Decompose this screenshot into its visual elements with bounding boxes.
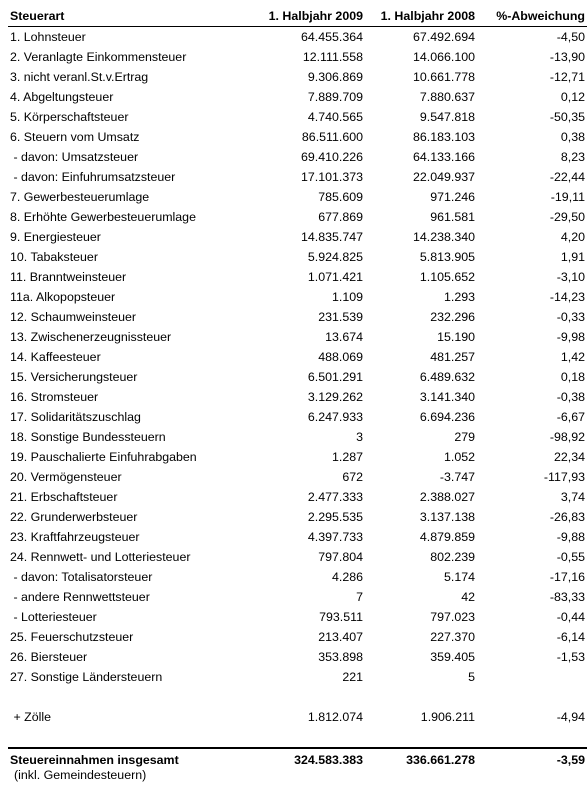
table-row <box>8 527 587 547</box>
row-value-2008: 42 <box>461 590 475 604</box>
row-pct-change: -83,33 <box>549 590 585 604</box>
row-value-2008: 1.052 <box>443 450 475 464</box>
row-value-2008: 14.066.100 <box>412 50 475 64</box>
row-label: 24. Rennwett- und Lotteriesteuer <box>10 550 191 564</box>
row-value-2008: 6.489.632 <box>419 370 475 384</box>
row-pct-change: 0,38 <box>560 130 585 144</box>
row-pct-change: 1,42 <box>560 350 585 364</box>
footnote: (inkl. Gemeindesteuern) <box>14 768 147 782</box>
row-pct-change: -0,55 <box>556 550 585 564</box>
row-pct-change: -4,50 <box>556 30 585 44</box>
row-pct-change: 3,74 <box>560 490 585 504</box>
row-value-2008: 971.246 <box>430 190 475 204</box>
table-row <box>8 427 587 447</box>
table-row <box>8 587 587 607</box>
row-pct-change: -29,50 <box>549 210 585 224</box>
table-row <box>8 647 587 667</box>
row-value-2009: 6.247.933 <box>307 410 363 424</box>
row-label: 23. Kraftfahrzeugsteuer <box>10 530 140 544</box>
header-h1-2008: 1. Halbjahr 2008 <box>380 9 475 23</box>
row-value-2008: 2.388.027 <box>419 490 475 504</box>
row-value-2009: 7.889.709 <box>307 90 363 104</box>
row-value-2008: 359.405 <box>430 650 475 664</box>
table-row <box>8 547 587 567</box>
row-label: 7. Gewerbesteuerumlage <box>10 190 150 204</box>
total-pct: -3,59 <box>556 753 585 767</box>
row-value-2009: 797.804 <box>318 550 363 564</box>
total-2009: 324.583.383 <box>294 753 363 767</box>
row-label: - andere Rennwettsteuer <box>10 590 150 604</box>
row-value-2009: 14.835.747 <box>300 230 363 244</box>
table-row <box>8 287 587 307</box>
row-value-2009: 221 <box>342 670 363 684</box>
table-row <box>8 487 587 507</box>
row-label: 10. Tabaksteuer <box>10 250 98 264</box>
header-pct-change: %-Abweichung <box>496 9 585 23</box>
row-value-2009: 4.286 <box>331 570 363 584</box>
row-value-2009: 13.674 <box>325 330 363 344</box>
row-value-2009: 1.071.421 <box>307 270 363 284</box>
row-value-2008: 802.239 <box>430 550 475 564</box>
row-pct-change: -3,10 <box>556 270 585 284</box>
table-body <box>8 27 587 688</box>
row-label: - davon: Umsatzsteuer <box>10 150 139 164</box>
table-row <box>8 507 587 527</box>
row-label: 11. Branntweinsteuer <box>10 270 127 284</box>
table-row <box>8 307 587 327</box>
row-label: 11a. Alkopopsteuer <box>10 290 116 304</box>
row-pct-change: -22,44 <box>549 170 585 184</box>
table-row <box>8 367 587 387</box>
row-value-2009: 785.609 <box>318 190 363 204</box>
row-value-2008: 3.137.138 <box>419 510 475 524</box>
row-pct-change: -26,83 <box>549 510 585 524</box>
row-value-2008: 14.238.340 <box>412 230 475 244</box>
row-value-2009: 3 <box>356 430 363 444</box>
row-pct-change: -1,53 <box>556 650 585 664</box>
row-label: 6. Steuern vom Umsatz <box>10 130 140 144</box>
row-value-2009: 1.109 <box>331 290 363 304</box>
row-value-2009: 12.111.558 <box>302 50 363 64</box>
row-value-2009: 64.455.364 <box>300 30 363 44</box>
row-value-2008: 279 <box>454 430 475 444</box>
row-label: 5. Körperschaftsteuer <box>10 110 129 124</box>
table-row <box>8 347 587 367</box>
table-row <box>8 467 587 487</box>
row-pct-change: -6,14 <box>556 630 585 644</box>
table-row <box>8 627 587 647</box>
row-pct-change: 1,91 <box>560 250 585 264</box>
row-pct-change: -6,67 <box>556 410 585 424</box>
row-label: 16. Stromsteuer <box>10 390 99 404</box>
row-value-2008: 4.879.859 <box>419 530 475 544</box>
row-pct-change: -17,16 <box>549 570 585 584</box>
row-value-2009: 353.898 <box>318 650 363 664</box>
row-pct-change <box>477 667 587 687</box>
zoelle-pct: -4,94 <box>556 710 585 724</box>
row-pct-change: -50,35 <box>549 110 585 124</box>
row-pct-change: -98,92 <box>549 430 585 444</box>
row-value-2009: 6.501.291 <box>307 370 363 384</box>
row-label: 21. Erbschaftsteuer <box>10 490 118 504</box>
row-value-2008: 5.174 <box>443 570 475 584</box>
spacer-row <box>8 687 587 707</box>
row-label: 17. Solidaritätszuschlag <box>10 410 141 424</box>
table-row <box>8 67 587 87</box>
row-value-2009: 9.306.869 <box>307 70 363 84</box>
row-label: 2. Veranlagte Einkommensteuer <box>10 50 187 64</box>
row-value-2008: 15.190 <box>437 330 475 344</box>
row-value-2009: 5.924.825 <box>307 250 363 264</box>
row-value-2008: 227.370 <box>430 630 475 644</box>
row-value-2008: 481.257 <box>430 350 475 364</box>
zoelle-label: + Zölle <box>10 710 51 724</box>
row-value-2009: 672 <box>342 470 363 484</box>
row-value-2008: 1.105.652 <box>419 270 475 284</box>
row-pct-change: 22,34 <box>553 450 585 464</box>
row-label: 19. Pauschalierte Einfuhrabgaben <box>10 450 197 464</box>
table-row <box>8 227 587 247</box>
row-value-2009: 1.287 <box>331 450 363 464</box>
row-pct-change: -14,23 <box>549 290 585 304</box>
row-value-2009: 69.410.226 <box>300 150 363 164</box>
table-header-row <box>8 6 587 27</box>
zoelle-2009: 1.812.074 <box>307 710 363 724</box>
row-label: 15. Versicherungsteuer <box>10 370 138 384</box>
row-value-2008: 86.183.103 <box>412 130 475 144</box>
row-value-2008: 7.880.637 <box>419 90 475 104</box>
total-2008: 336.661.278 <box>406 753 475 767</box>
table-row <box>8 667 587 687</box>
row-label: 12. Schaumweinsteuer <box>10 310 137 324</box>
row-value-2008: 9.547.818 <box>419 110 475 124</box>
row-pct-change: -0,33 <box>556 310 585 324</box>
row-pct-change: -12,71 <box>549 70 585 84</box>
row-label: - davon: Totalisatorsteuer <box>10 570 153 584</box>
table-row <box>8 167 587 187</box>
row-pct-change: -0,38 <box>556 390 585 404</box>
row-label: - Lotteriesteuer <box>10 610 97 624</box>
row-label: 25. Feuerschutzsteuer <box>10 630 134 644</box>
row-value-2009: 2.477.333 <box>307 490 363 504</box>
table-row <box>8 147 587 167</box>
table-row <box>8 207 587 227</box>
row-value-2009: 231.539 <box>318 310 363 324</box>
table-row <box>8 107 587 127</box>
table-row <box>8 27 587 48</box>
row-value-2009: 3.129.262 <box>307 390 363 404</box>
table-row <box>8 127 587 147</box>
row-label: 8. Erhöhte Gewerbesteuerumlage <box>10 210 196 224</box>
row-label: 22. Grunderwerbsteuer <box>10 510 138 524</box>
row-value-2008: 6.694.236 <box>419 410 475 424</box>
row-pct-change: 4,20 <box>560 230 585 244</box>
table-row <box>8 387 587 407</box>
row-pct-change: 8,23 <box>560 150 585 164</box>
table-row <box>8 407 587 427</box>
row-label: 1. Lohnsteuer <box>10 30 86 44</box>
row-value-2009: 2.295.535 <box>307 510 363 524</box>
header-steuerart: Steuerart <box>10 9 65 23</box>
spacer-row <box>8 727 587 748</box>
table-row <box>8 187 587 207</box>
row-label: 13. Zwischenerzeugnissteuer <box>10 330 172 344</box>
row-value-2009: 4.740.565 <box>307 110 363 124</box>
row-value-2008: 961.581 <box>430 210 475 224</box>
table-row <box>8 267 587 287</box>
row-label: 4. Abgeltungsteuer <box>10 90 114 104</box>
tax-revenue-table <box>8 6 587 771</box>
table-row <box>8 447 587 467</box>
row-value-2008: 22.049.937 <box>412 170 475 184</box>
row-label: 9. Energiesteuer <box>10 230 101 244</box>
row-pct-change: 0,12 <box>560 90 585 104</box>
table-row <box>8 47 587 67</box>
row-value-2008: 797.023 <box>430 610 475 624</box>
row-label: 20. Vermögensteuer <box>10 470 122 484</box>
row-label: 18. Sonstige Bundessteuern <box>10 430 166 444</box>
row-value-2008: 64.133.166 <box>412 150 475 164</box>
row-value-2009: 86.511.600 <box>301 130 363 144</box>
row-value-2008: 67.492.694 <box>412 30 475 44</box>
row-value-2008: 5.813.905 <box>419 250 475 264</box>
row-pct-change: -9,88 <box>556 530 585 544</box>
row-label: - davon: Einfuhrumsatzsteuer <box>10 170 176 184</box>
table-row <box>8 247 587 267</box>
row-value-2008: 3.141.340 <box>419 390 475 404</box>
row-pct-change: -19,11 <box>550 190 585 204</box>
row-value-2009: 4.397.733 <box>307 530 363 544</box>
table-row <box>8 327 587 347</box>
row-label: 27. Sonstige Ländersteuern <box>10 670 163 684</box>
table-row <box>8 87 587 107</box>
table-row <box>8 567 587 587</box>
zoelle-2008: 1.906.211 <box>420 710 475 724</box>
row-pct-change: -9,98 <box>556 330 585 344</box>
row-pct-change: -0,44 <box>556 610 585 624</box>
row-value-2008: 5 <box>468 670 475 684</box>
header-h1-2009: 1. Halbjahr 2009 <box>268 9 363 23</box>
row-label: 14. Kaffeesteuer <box>10 350 101 364</box>
row-value-2009: 793.511 <box>319 610 363 624</box>
row-value-2009: 213.407 <box>318 630 363 644</box>
table-row <box>8 607 587 627</box>
row-pct-change: -13,90 <box>549 50 585 64</box>
row-value-2008: 1.293 <box>443 290 475 304</box>
total-label: Steuereinnahmen insgesamt <box>10 753 179 767</box>
row-value-2008: 232.296 <box>430 310 475 324</box>
zoelle-row <box>8 707 587 727</box>
row-pct-change: -117,93 <box>543 470 585 484</box>
row-label: 3. nicht veranl.St.v.Ertrag <box>10 70 149 84</box>
row-value-2009: 677.869 <box>318 210 363 224</box>
row-value-2008: 10.661.778 <box>412 70 475 84</box>
row-value-2009: 488.069 <box>318 350 363 364</box>
row-value-2008: -3.747 <box>439 470 475 484</box>
row-value-2009: 17.101.373 <box>300 170 363 184</box>
row-label: 26. Biersteuer <box>10 650 88 664</box>
row-value-2009: 7 <box>356 590 363 604</box>
row-pct-change: 0,18 <box>560 370 585 384</box>
